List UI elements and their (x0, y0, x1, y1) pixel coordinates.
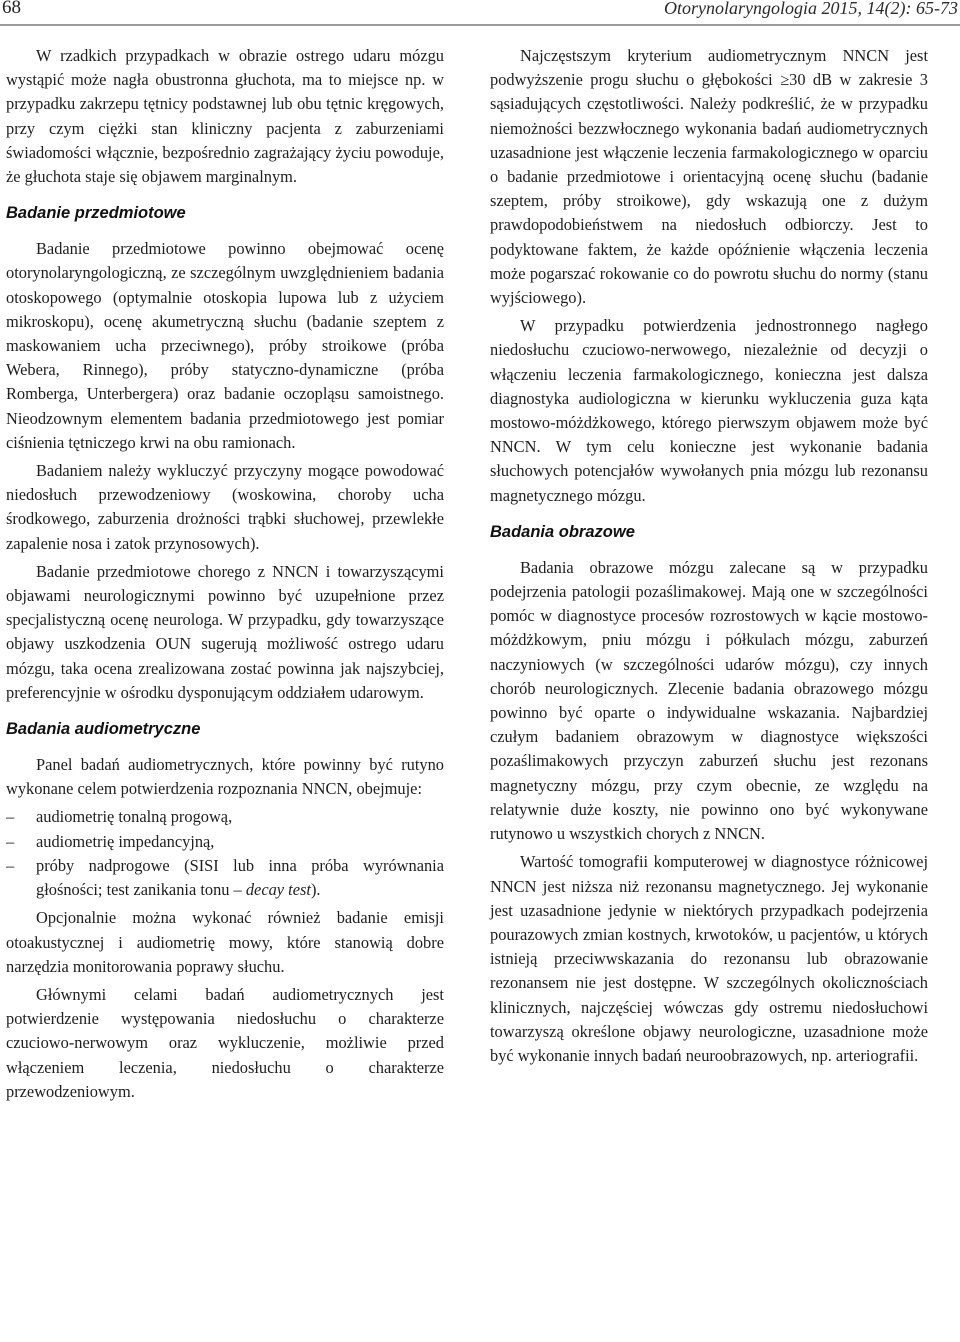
left-column (6, 44, 444, 1104)
paragraph: Wartość tomografii komputerowej w diagnostyce różnicowej NNCN jest niższa niż rezonansu magnetycznego. Jej wykonanie jest uzasadnione jedynie w niektórych przypadkach podejrzenia pourazowych zmian kostnych, krwotoków, u pacjentów, u których istnieją przeciwwskazania do rezonansu lub obrazowanie rezonansem nie jest dostępne. W szczególnych okolicznościach klinicznych, najczęściej wówczas gdy ostremu niedosłuchowi towarzyszą określone objawy neurologiczne, uzasadnione może być wykonanie innych badań neuroobrazowych, np. arteriografii. (490, 852, 928, 1065)
section-heading-badanie-przedmiotowe: Badanie przedmiotowe (6, 204, 186, 223)
paragraph: W rzadkich przypadkach w obrazie ostrego udaru mózgu wystąpić może nagła obustronna głuchota, ma to miejsce np. w przypadku zakrzepu tętnicy podstawnej lub obu tętnic kręgowych, przy czym ciężki stan kliniczny pacjenta z zaburzeniami świadomości włącznie, bezpośrednio zagrażający życiu powoduje, że głuchota staje się objawem marginalnym. (6, 46, 444, 187)
paragraph: Badaniem należy wykluczyć przyczyny mogące powodować niedosłuch przewodzeniowy (woskowina, choroby ucha środkowego, zaburzenia drożności trąbki słuchowej, przewlekłe zapalenie nosa i zatok przynosowych). (6, 461, 444, 553)
paragraph: Najczęstszym kryterium audiometrycznym NNCN jest podwyższenie progu słuchu o głębokości ≥30 dB w zakresie 3 sąsiadujących częstotliwości. Należy podkreślić, że w przypadku niemożności bezzwłocznego wykonania badań audiometrycznych uzasadnione jest włączenie leczenia farmakologicznego w oparciu o badanie przedmiotowe i orientacyjną ocenę słuchu (badanie szeptem, próby stroikowe), gdy wskazują one z dużym prawdopodobieństwem na niedosłuch odbiorczy. Jest to podyktowane faktem, że każde opóźnienie włączenia leczenia może pogarszać rokowanie co do powrotu słuchu do normy (stanu wyjściowego). (490, 46, 928, 308)
list-item-text: próby nadprogowe (SISI lub inna próba wyrównania głośności; test zanikania tonu – (36, 855, 444, 900)
section-heading-badania-audiometryczne: Badania audiometryczne (6, 720, 201, 739)
header-rule (0, 24, 960, 26)
list-item-text-end: ). (310, 880, 321, 900)
paragraph: Badanie przedmiotowe chorego z NNCN i towarzyszącymi objawami neurologicznymi powinno być uzupełnione przez specjalistyczną ocenę neurologa. W przypadku, gdy towarzyszące objawy uszkodzenia OUN sugerują możliwość ostrego udaru mózgu, taka ocena zrealizowana zostać powinna jak najszybciej, preferencyjnie w ośrodku dysponującym oddziałem udarowym. (6, 561, 444, 702)
paragraph: W przypadku potwierdzenia jednostronnego nagłego niedosłuchu czuciowo-nerwowego, niezależnie od decyzji o włączeniu leczenia farmakologicznego, konieczna jest dalsza diagnostyka audiologiczna w kierunku wykluczenia guza kąta mostowo-móżdżkowego, którego pierwszym objawem może być NNCN. W tym celu konieczne jest wykonanie badania słuchowych potencjałów wywołanych pnia mózgu lub rezonansu magnetycznego mózgu. (490, 316, 928, 505)
list-item: – audiometrię tonalną progową, (6, 805, 444, 829)
list-item (6, 854, 444, 902)
paragraph: Głównymi celami badań audiometrycznych jest potwierdzenie występowania niedosłuchu o charakterze czuciowo-nerwowym oraz wykluczenie, możliwie przed włączeniem leczenia, niedosłuchu o charakterze przewodzeniowym. (6, 984, 444, 1101)
paragraph: Opcjonalnie można wykonać również badanie emisji otoakustycznej i audiometrię mowy, które stanowią dobre narzędzia monitorowania poprawy słuchu. (6, 908, 444, 976)
section-heading-badania-obrazowe: Badania obrazowe (490, 522, 635, 541)
paragraph: Badania obrazowe mózgu zalecane są w przypadku podejrzenia patologii pozaślimakowej. Mają one w szczególności pomóc w diagnostyce procesów rozrostowych w kącie mostowo-móżdżkowym, pniu mózgu i półkulach mózgu, zaburzeń naczyniowych (w szczególności udarów mózgu), czy innych chorób neurologicznych. Zlecenie badania obrazowego mózgu powinno być oparte o indywidualne wskazania. Najbardziej czułym badaniem obrazowym w diagnostyce większości pozaślimakowych przyczyn zaburzeń słuchu jest rezonans magnetyczny mózgu, przy czym obecnie, ze względu na relatywnie duże koszty, nie powinno ono być wykonywane rutynowo u wszystkich chorych z NNCN. (490, 557, 928, 844)
journal-citation: Otorynolaryngologia 2015, 14(2): 65-73 (664, 0, 958, 18)
paragraph: Panel badań audiometrycznych, które powinny być rutyno wykonane celem potwierdzenia rozpoznania NNCN, obejmuje: (6, 755, 444, 799)
right-column (490, 44, 928, 1068)
decay-test-term: decay test (245, 880, 311, 900)
list-item: – audiometrię impedancyjną, (6, 830, 444, 854)
page-number: 68 (2, 0, 21, 18)
paragraph: Badanie przedmiotowe powinno obejmować ocenę otorynolaryngologiczną, ze szczególnym uwzględnieniem badania otoskopowego (optymalnie otoskopia lupowa lub z użyciem mikroskopu), ocenę akumetryczną słuchu (badanie szeptem z maskowaniem ucha przeciwnego), próby stroikowe (próba Webera, Rinnego), próby statyczno-dynamiczne (próba Romberga, Unterbergera) oraz badanie oczopląsu samoistnego. Nieodzownym elementem badania przedmiotowego jest pomiar ciśnienia tętniczego krwi na obu ramionach. (6, 239, 444, 452)
test-list (6, 805, 444, 902)
page-header (0, 0, 960, 24)
